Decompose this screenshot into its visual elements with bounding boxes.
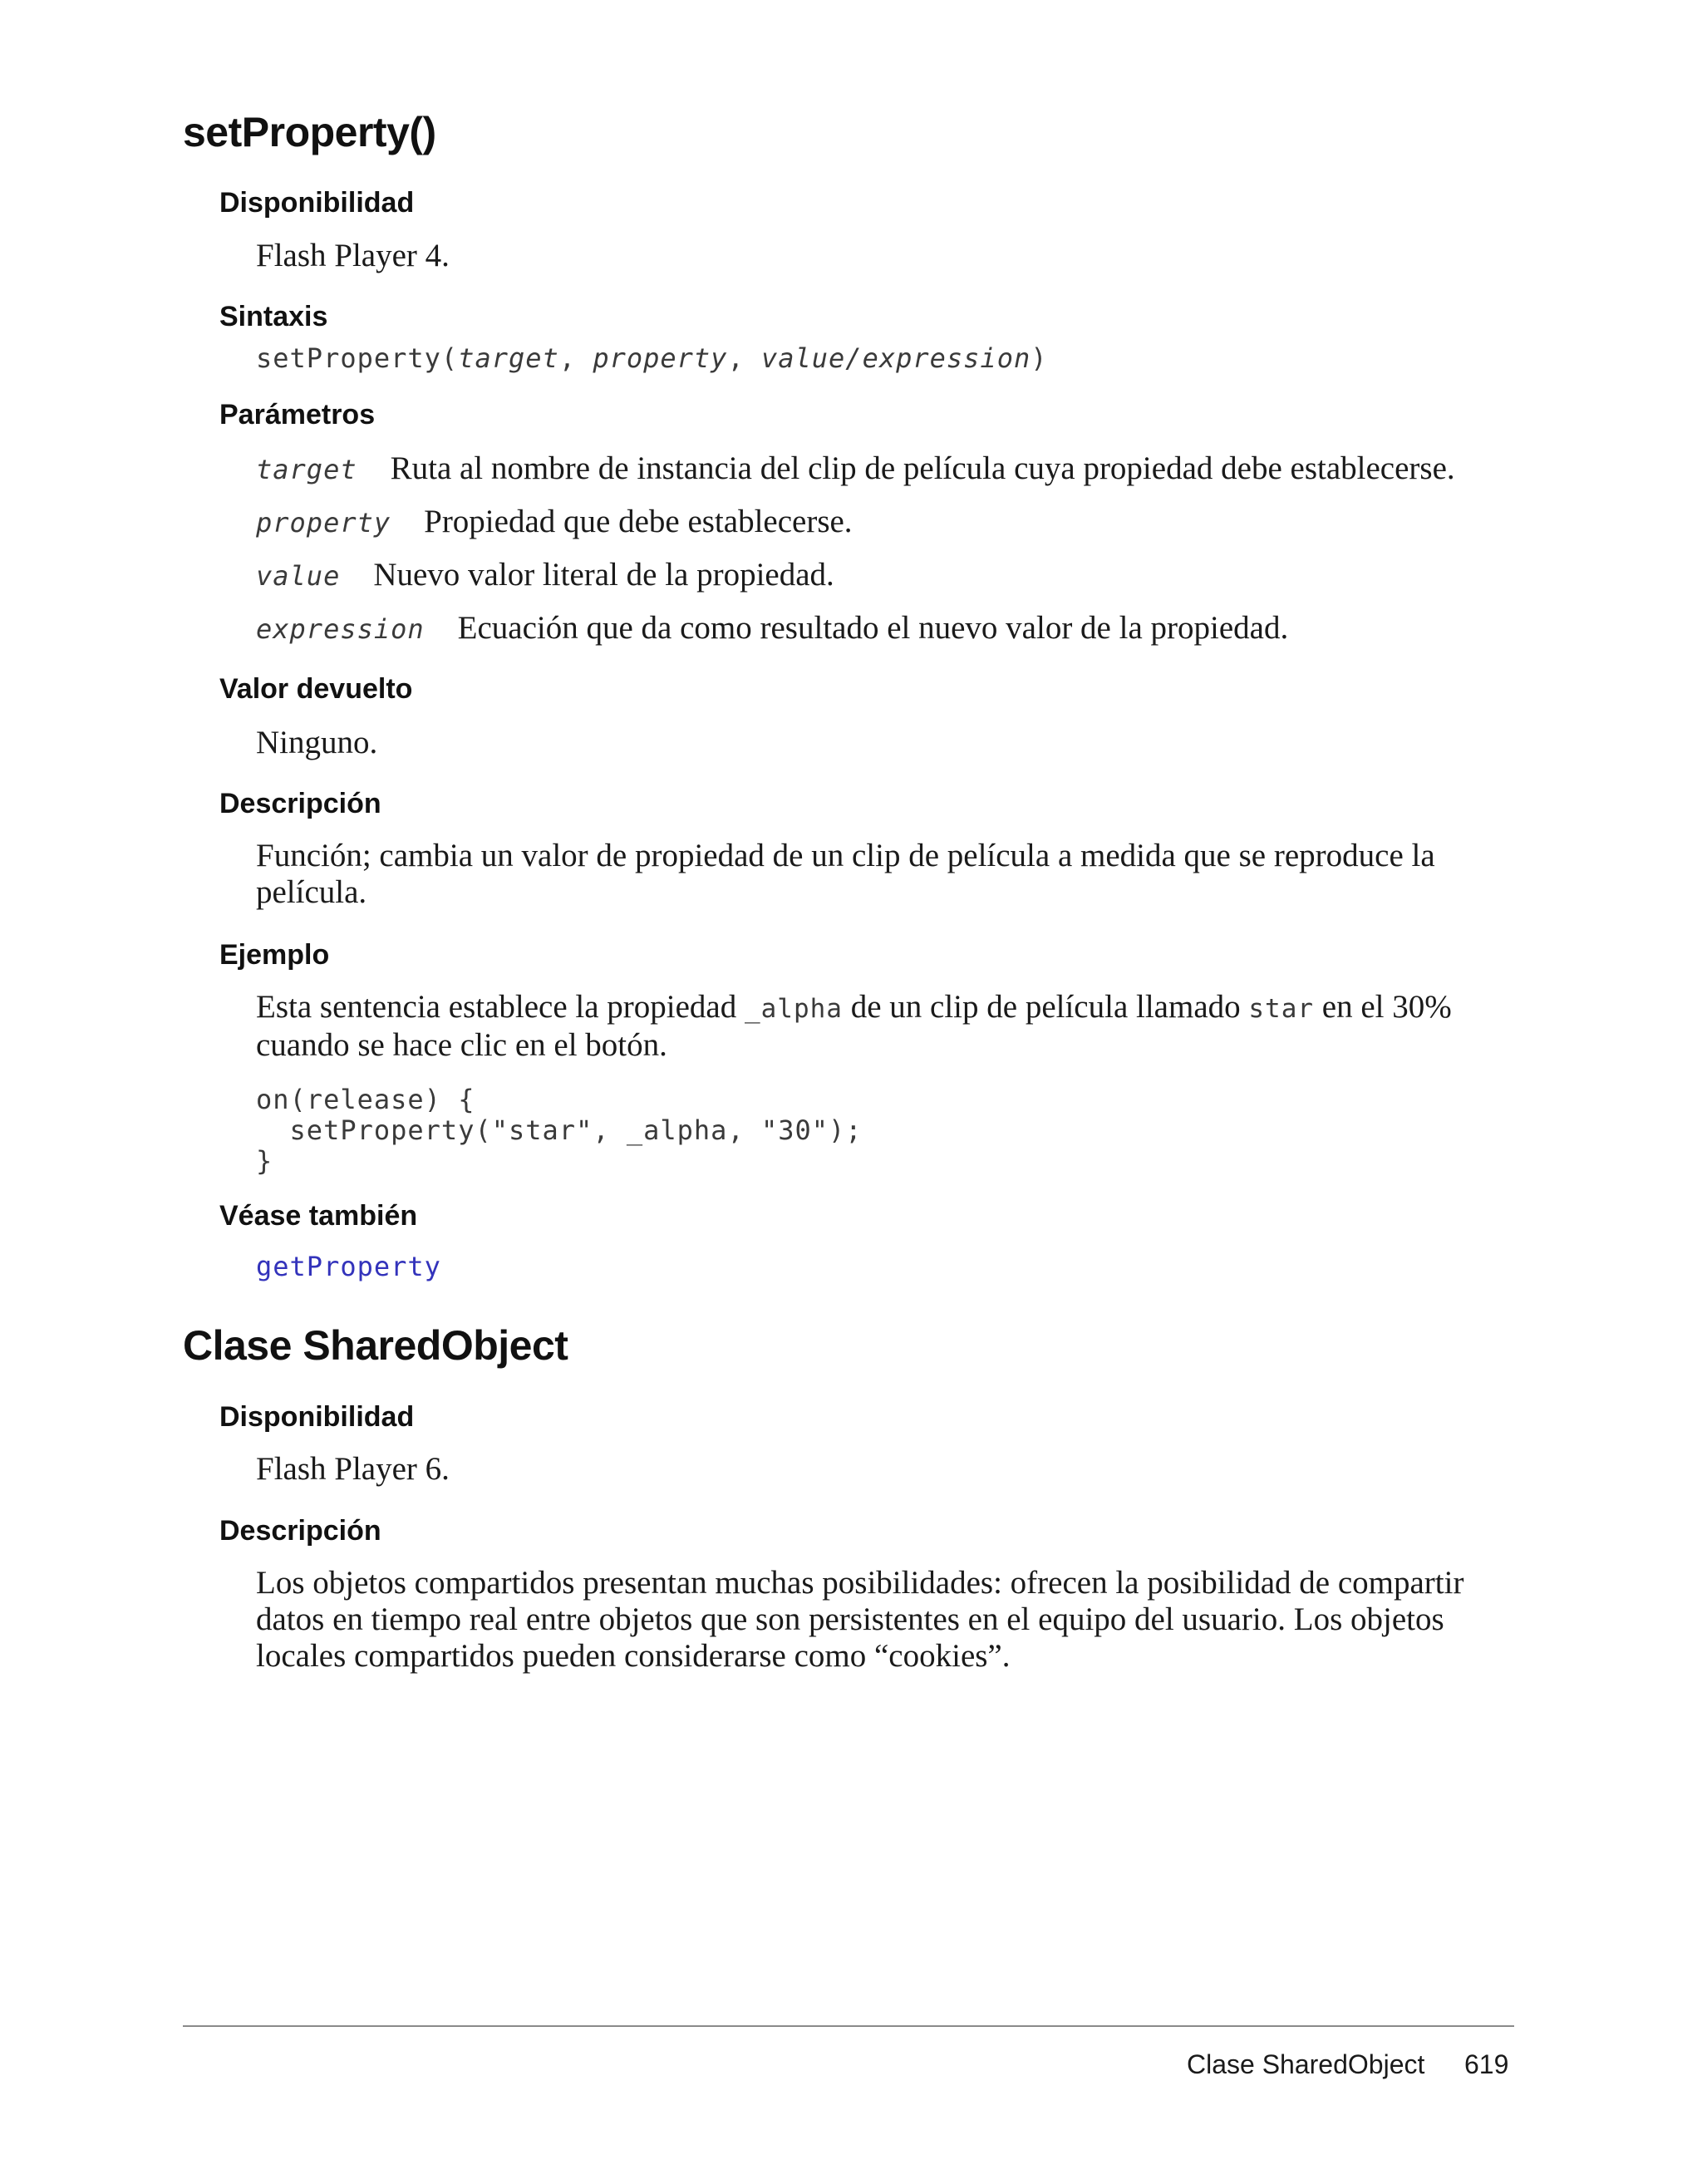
description-heading: Descripción: [219, 788, 381, 819]
returns-heading: Valor devuelto: [219, 673, 413, 705]
availability-heading: Disponibilidad: [219, 187, 415, 219]
parameter-name: value: [256, 560, 341, 592]
syntax-sep: ,: [558, 342, 593, 374]
example-code-line: on(release) {: [256, 1084, 475, 1115]
syntax-arg-target: target: [458, 342, 559, 374]
availability-text: Flash Player 4.: [256, 238, 450, 273]
parameter-name: expression: [256, 613, 425, 645]
example-code-line: setProperty("star", _alpha, "30");: [256, 1114, 863, 1146]
example-code-line: }: [256, 1145, 273, 1177]
page-number: 619: [1464, 2049, 1509, 2079]
parameter-row: [256, 503, 853, 540]
footer-divider: [183, 2025, 1514, 2027]
returns-text: Ninguno.: [256, 725, 378, 760]
parameter-description: Ecuación que da como resultado el nuevo valor de la propiedad.: [457, 610, 1289, 646]
syntax-func: setProperty(: [256, 342, 459, 374]
entry-title-sharedobject: Clase SharedObject: [183, 1322, 568, 1369]
syntax-code: [256, 342, 1047, 374]
parameter-description: Ruta al nombre de instancia del clip de película cuya propiedad debe establecerse.: [390, 450, 1455, 486]
parameter-description: Nuevo valor literal de la propiedad.: [373, 557, 834, 593]
syntax-arg-property: property: [593, 342, 728, 374]
parameter-row: [256, 556, 834, 593]
parameter-name: target: [256, 454, 357, 485]
parameter-row: [256, 609, 1288, 647]
description-heading: Descripción: [219, 1515, 381, 1547]
syntax-arg-value: value/expression: [760, 342, 1031, 374]
entry-title-setproperty: setProperty(): [183, 109, 436, 155]
footer-section-name: Clase SharedObject: [1187, 2049, 1425, 2079]
parameter-description: Propiedad que debe establecerse.: [424, 504, 853, 539]
inline-code-star: star: [1248, 994, 1315, 1024]
example-heading: Ejemplo: [219, 939, 330, 971]
example-text-part: de un clip de película llamado: [842, 989, 1249, 1025]
parameters-heading: Parámetros: [219, 399, 376, 430]
example-text-part: en el 30% cuando se hace clic en el botón.: [256, 989, 1452, 1063]
description-text: Los objetos compartidos presentan muchas posibilidades: ofrecen la posibilidad de compartir datos en tiempo real entre objetos que son persistentes en el equipo del usuario. Los objetos locales compartidos pueden considerarse como “cookies”.: [256, 1565, 1464, 1674]
availability-heading: Disponibilidad: [219, 1401, 415, 1433]
parameter-row: [256, 450, 1455, 487]
see-also-heading: Véase también: [219, 1200, 418, 1232]
parameter-name: property: [256, 507, 391, 539]
syntax-close: ): [1031, 342, 1048, 374]
description-text: Función; cambia un valor de propiedad de un clip de película a medida que se reproduce la película.: [256, 838, 1435, 910]
syntax-sep: ,: [727, 342, 761, 374]
availability-text: Flash Player 6.: [256, 1451, 450, 1487]
example-text-part: Esta sentencia establece la propiedad: [256, 989, 745, 1025]
inline-code-alpha: _alpha: [744, 994, 843, 1024]
see-also-link-getproperty[interactable]: getProperty: [256, 1251, 441, 1282]
example-text: [256, 989, 1469, 1064]
syntax-heading: Sintaxis: [219, 301, 328, 332]
